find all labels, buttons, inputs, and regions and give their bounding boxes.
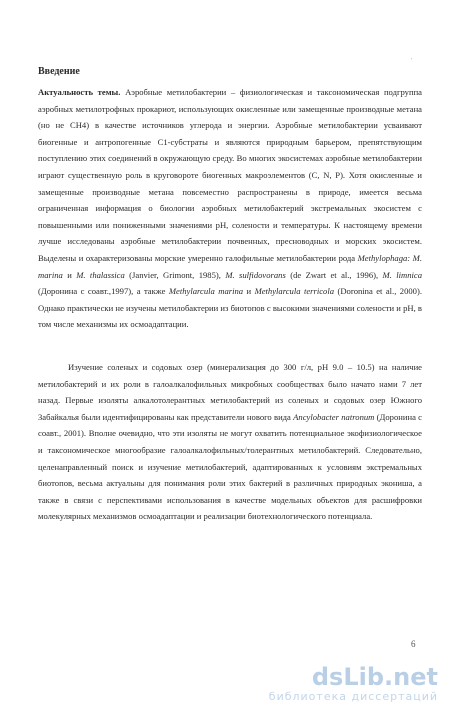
corner-mark: ' <box>411 58 413 64</box>
p1-text-c: (Janvier, Grimont, 1985), <box>124 269 226 280</box>
watermark <box>269 664 438 703</box>
species-limnica: M. limnica <box>382 269 423 280</box>
p2-text-a: Изучение соленых и содовых озер (минерализация до 300 г/л, pH 9.0 – 10.5) на наличие метилобактерий и их роли в галоалкалофильных микробных сообществах было начато нами 7 лет назад. Первые изоляты алкалотолерантных метилобактерий из соленых и содовых озер Южного Забайкалья были идентифицированы как представители нового вида <box>38 362 422 422</box>
species-methylarcula-terricola: Methylarcula terricola <box>254 286 335 297</box>
p1-text-a: Аэробные метилобактерии – физиологическая и таксономическая подгруппа аэробных метилотрофных прокариот, использующих окисленные или замещенные производные метана (но не CH4) в качестве источников углерода и энергии. Аэробные метилобактерии усваивают биогенные и антропогенные C1-субстраты и являются природным барьером, препятствующим поступлению этих соединений в окружающую среду. Во многих экосистемах аэробные метилобактерии играют существенную роль в круговороте биогенных макроэлементов (C, N, P). Хотя окисленные и замещенные производные метана повсеместно распространены в природе, имеется весьма ограниченная информация о биологии аэробных метилобактерий экстремальных экосистем с повышенными или пониженными значениями pH, солености и температуры. К настоящему времени лучше исследованы аэробные метилобактерии почвенных, пресноводных и морских экосистем. Выделены и охарактеризованы морские умеренно галофильные метилобактерии рода <box>38 87 422 263</box>
page-number: 6 <box>411 639 416 649</box>
species-thalassica: M. thalassica <box>76 269 125 280</box>
species-sulfidovorans: M. sulfidovorans <box>225 269 286 280</box>
watermark-logo: dsLib.net <box>311 663 438 691</box>
p1-text-f: и <box>243 286 255 297</box>
section-heading: Введение <box>38 66 80 77</box>
p1-text-e: (Доронина с соавт.,1997), а также <box>38 286 169 297</box>
species-methylarcula-marina: Methylarcula marina <box>168 286 244 297</box>
genus-methylophaga: Methylophaga: M. marina <box>38 252 422 280</box>
p1-text-b: и <box>62 269 77 280</box>
paragraph-relevance <box>38 84 422 333</box>
p2-text-b: (Доронина с соавт., 2001). Вполне очевидно, что эти изоляты не могут охватить потенциальное экофизиологическое и таксономическое многообразие галоалкалофильных/толерантных метилобактерий. Следовательно, целенаправленный поиск и изучение метилобактерий, адаптированных к условиям экстремальных биотопов, весьма актуальны для понимания роли этих бактерий в различных природных экониша, а также в связи с перспективами использования в качестве модельных объектов для расшифровки молекулярных механизмов осмоадаптации и реализации биотехнологического потенциала. <box>38 411 422 522</box>
watermark-subtitle: библиотека диссертаций <box>268 690 438 703</box>
p1-text-h: (Doronina et al., 2000). Однако практически не изучены метилобактерии из биотопов с высокими значениями солености и pH, в том числе механизмы их осмоадаптации. <box>38 286 422 330</box>
p1-text-d: (de Zwart et al., 1996), <box>285 269 383 280</box>
species-ancylobacter-natronum: Ancylobacter natronum <box>293 411 375 422</box>
paragraph-study <box>38 359 422 525</box>
relevance-label: Актуальность темы. <box>38 87 121 97</box>
